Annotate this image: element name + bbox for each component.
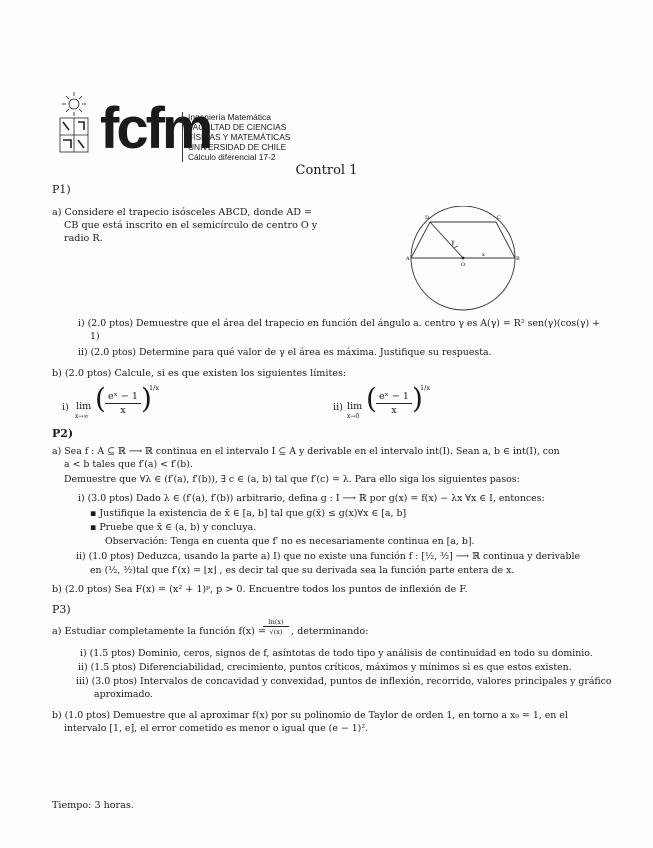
p2-b: b) (2.0 ptos) Sea F(x) = (x² + 1)ᵖ, p > 0. Encuentre todos los puntos de inflexión de F. (52, 584, 468, 595)
p2-a-line: Demuestre que ∀λ ∈ (f′(a), f′(b)), ∃ c ∈ (a, b) tal que f′(c) = λ. Para ello siga los siguientes pasos: (64, 474, 520, 485)
lim-i-den: x (120, 405, 126, 416)
p3-a-post: , determinando: (291, 626, 369, 637)
fig-label: A (406, 256, 410, 262)
institution-line: Cálculo diferencial 17-2 (188, 152, 276, 162)
p1-a-line: a) Considere el trapecio isósceles ABCD, donde AD = (52, 207, 313, 218)
lim-ii-label: ii) (333, 402, 343, 413)
p1-a-ii: ii) (2.0 ptos) Determine para qué valor de γ el área es máxima. Justifique su respuesta. (78, 347, 492, 358)
sun-icon (69, 99, 79, 109)
institution-line: UNIVERSIDAD DE CHILE (188, 142, 287, 152)
p2-bullet-text: Justifique la existencia de x̄ ∈ [a, b] tal que g(x̄) ≤ g(x)∀x ∈ [a, b] (99, 508, 407, 519)
p3-item: i) (1.5 ptos) Dominio, ceros, signos de f, asíntotas de todo tipo y análisis de continuidad en todo su dominio. (80, 648, 593, 659)
p3-frac-num: ln(x) (263, 618, 289, 627)
p1-a-i: i) (2.0 ptos) Demuestre que el área del trapecio en función del ángulo a. centro γ es A(γ) = R² sen(γ)(cos(γ) + (78, 318, 600, 329)
p2-heading: P2) (52, 427, 74, 440)
p1-heading: P1) (52, 183, 71, 196)
p2-a-line: a) Sea f : A ⊆ ℝ ⟶ ℝ continua en el intervalo I ⊆ A y derivable en el intervalo int(I). Sean a, b ∈ int(I), con (52, 446, 560, 457)
p2-a-i: i) (3.0 ptos) Dado λ ∈ (f′(a), f′(b)) arbitrario, defina g : I ⟶ ℝ por g(x) = f(x) − λx ∀x ∈ I, entonces: (78, 493, 545, 504)
p2-a-ii: ii) (1.0 ptos) Deduzca, usando la parte a) I) que no existe una función f : [½, ³⁄₂] ⟶ ℝ continua y derivable (76, 551, 581, 562)
p3-frac-den: √(x) (269, 628, 283, 636)
p3-b-line: b) (1.0 ptos) Demuestre que al aproximar f(x) por su polinomio de Taylor de orden 1, en torno a x₀ = 1, en el (52, 710, 568, 721)
p1-b: b) (2.0 ptos) Calcule, si es que existen los siguientes límites: (52, 368, 347, 379)
paren: ) (141, 382, 152, 415)
lim-i-exp: 1/x (149, 384, 159, 392)
p3-heading: P3) (52, 603, 71, 616)
lim-i-label: i) (62, 402, 69, 413)
time-footer: Tiempo: 3 horas. (52, 800, 134, 811)
fig-label: x (482, 252, 485, 258)
institution-line: Ingeniería Matemática (188, 112, 271, 122)
p2-bullet: ▪ Pruebe que x̄ ∈ (a, b) y concluya. (90, 522, 257, 533)
lim-i-num: eˣ − 1 (105, 391, 141, 404)
university-emblem (50, 90, 98, 160)
exam-title: Control 1 (295, 163, 358, 178)
p1-a-i-cont: 1) (90, 331, 100, 342)
p3-item: ii) (1.5 ptos) Diferenciabilidad, crecimiento, puntos críticos, máximos y mínimos si es que estos existen. (78, 662, 572, 673)
paren: ( (95, 382, 106, 415)
lim-ii-num: eˣ − 1 (376, 391, 412, 404)
lim-ii-den: x (391, 405, 397, 416)
lim-i-sub: x→∞ (75, 413, 89, 420)
fig-label: D (425, 215, 430, 221)
p1-a-line: CB que está inscrito en el semicírculo de centro O y (64, 220, 318, 231)
lim-ii-exp: 1/x (420, 384, 430, 392)
p2-a-line: a < b tales que f′(a) < f′(b). (64, 459, 193, 470)
p3-item: iii) (3.0 ptos) Intervalos de concavidad y convexidad, puntos de inflexión, recorrido, valores principales y gráfico (76, 676, 612, 687)
paren: ) (412, 382, 423, 415)
p3-b-line: intervalo [1, e], el error cometido es menor o igual que (e − 1)². (64, 723, 369, 734)
p2-bullet: ▪ Justifique la existencia de x̄ ∈ [a, b] tal que g(x̄) ≤ g(x)∀x ∈ [a, b] (90, 508, 407, 519)
institution-line: FÍSICAS Y MATEMÁTICAS (188, 132, 291, 142)
institution-block (182, 112, 290, 162)
p2-a-ii-cont: en (½, ³⁄₂)tal que f′(x) = ⌊x⌋ , es decir tal que su derivada sea la función parte entera de x. (90, 565, 515, 576)
fig-label: γ (451, 239, 455, 246)
trapezoid-semicircle-figure (402, 206, 524, 328)
p2-bullet-text: Pruebe que x̄ ∈ (a, b) y concluya. (99, 522, 257, 533)
fig-label: B (516, 256, 520, 262)
lim-ii-sub: x→0 (347, 413, 360, 420)
paren: ( (366, 382, 377, 415)
p1-a-line: radio R. (64, 233, 103, 244)
p2-observation: Observación: Tenga en cuenta que f′ no es necesariamente continua en [a, b]. (105, 536, 475, 547)
fcfm-logo: fcfm (100, 96, 211, 161)
p3-a-pre: a) Estudiar completamente la función f(x) = (52, 626, 267, 637)
fig-label: C (497, 215, 501, 221)
p3-item-cont: aproximado. (94, 689, 153, 700)
lim-ii-word: lim (347, 401, 363, 412)
fig-label: O (461, 262, 466, 268)
institution-line: FACULTAD DE CIENCIAS (188, 122, 287, 132)
lim-i-word: lim (76, 401, 92, 412)
